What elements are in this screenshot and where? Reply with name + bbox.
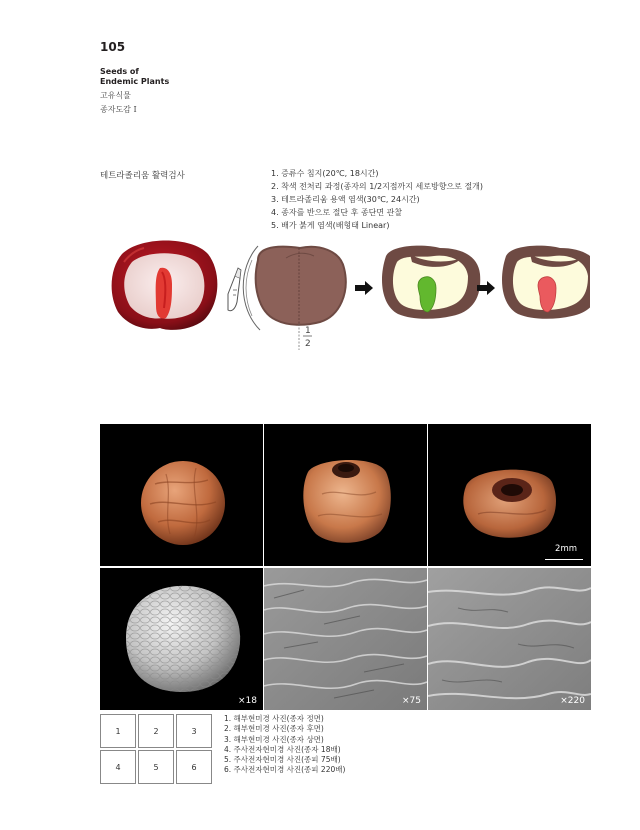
sem-coat-75x [264,568,427,710]
procedure-step: 1. 증류수 침지(20℃, 18시간) [271,169,379,178]
key-cell: 5 [138,750,174,784]
key-cell: 4 [100,750,136,784]
photo-key-grid [100,714,212,786]
procedure-step: 2. 착색 전처리 과정(종자의 1/2지점까지 세로방향으로 절개) [271,182,484,191]
photo-seed-front [100,424,263,566]
caption-item: 5. 주사전자현미경 사진(종피 75배) [224,755,341,765]
page-number: 105 [100,40,126,54]
key-cell: 3 [176,714,212,748]
subtitle-ko-line2: 종자도감 I [100,105,137,114]
scalpel-icon [228,268,241,311]
procedure-step: 3. 테트라졸리움 용액 염색(30℃, 24시간) [271,195,420,204]
caption-item: 1. 해부현미경 사진(종자 정면) [224,714,324,723]
fraction-denominator: 2 [305,339,311,349]
sem-seed-18x [100,568,263,710]
caption-item: 6. 주사전자현미경 사진(종피 220배) [224,765,346,775]
fraction-numerator: 1 [305,326,311,336]
key-cell: 1 [100,714,136,748]
seed-section-unstained [382,246,480,319]
procedure-steps [271,167,483,232]
procedure-step: 5. 배가 붉게 염색(배형태 Linear) [271,221,390,230]
scale-label: 2mm [555,544,577,554]
seed-section-stained [502,246,590,319]
caption-item: 4. 주사전자현미경 사진(종자 18배) [224,744,341,754]
series-title-line1: Seeds of [100,67,139,76]
whole-seed-icon [256,247,346,325]
magnification-label: ×18 [238,696,257,706]
tetrazolium-diagram [100,232,590,357]
photo-seed-back [264,424,427,566]
sem-coat-220x [428,568,591,710]
key-cell: 6 [176,750,212,784]
caption-item: 3. 해부현미경 사진(종자 상면) [224,734,324,744]
magnification-label: ×75 [402,696,421,706]
subtitle-ko-line1: 고유식물 [100,91,131,100]
cut-seed-photo [112,241,218,330]
photo-captions [224,714,345,776]
scale-bar [545,559,583,561]
procedure-step: 4. 종자를 반으로 절단 후 종단면 관찰 [271,208,403,217]
series-title-line2: Endemic Plants [100,77,170,86]
key-cell: 2 [138,714,174,748]
arrow-right-icon [355,281,373,295]
series-title [100,67,169,87]
section-heading: 테트라졸리움 활력검사 [100,171,185,181]
magnification-label: ×220 [560,696,585,706]
caption-item: 2. 해부현미경 사진(종자 후면) [224,724,324,734]
photo-seed-top [428,424,591,566]
